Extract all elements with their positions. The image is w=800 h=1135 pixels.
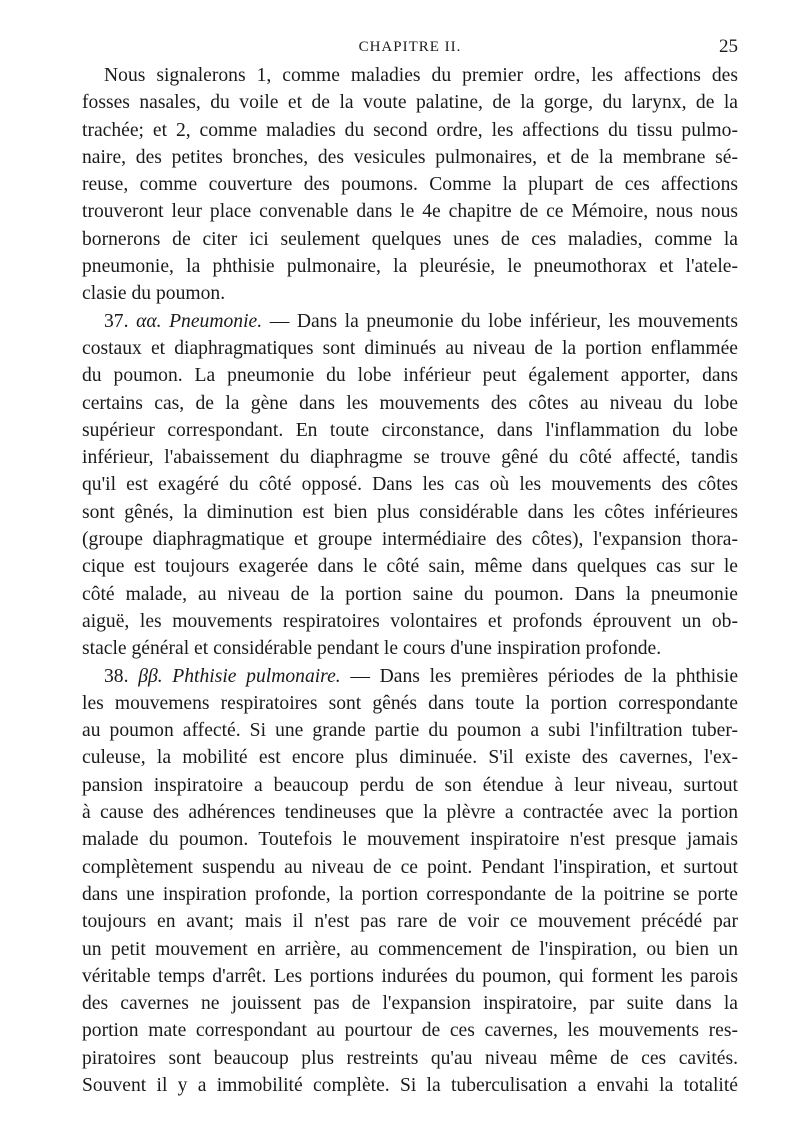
section-38-first-line	[82, 663, 738, 690]
text-line: au poumon affecté. Si une grande partie du poumon a subi l'infiltration tuber-	[82, 720, 738, 742]
text-line: Nous signalerons 1, comme maladies du premier ordre, les affections des	[104, 65, 738, 86]
text-line: Souvent il y a immobilité complète. Si la tuberculisation a envahi la totalité	[82, 1074, 738, 1096]
text-line: clasie du poumon.	[82, 283, 226, 305]
section-lead-text: — Dans la pneumonie du lobe inférieur, les mouvements	[269, 310, 738, 332]
text-line: qu'il est exagéré du côté opposé. Dans les cas où les mouvements des côtes	[82, 474, 738, 496]
text-line: culeuse, la mobilité est encore plus diminuée. S'il existe des cavernes, l'ex-	[82, 747, 738, 769]
page-number: 25	[719, 36, 738, 57]
text-line: cique est toujours exagerée dans le côté sain, même dans quelques cas sur le	[82, 556, 738, 578]
text-line: (groupe diaphragmatique et groupe intermédiaire des côtes), l'expansion thora-	[82, 529, 738, 551]
text-line: complètement suspendu au niveau de ce point. Pendant l'inspiration, et surtout	[82, 856, 738, 878]
text-line: piratoires sont beaucoup plus restreints qu'au niveau même de ces cavités.	[82, 1047, 738, 1069]
chapter-title: CHAPITRE II.	[358, 39, 462, 55]
text-line: toujours en avant; mais il n'est pas rare de voir ce mouvement précédé par	[82, 911, 738, 933]
text-line: fosses nasales, du voile et de la voute palatine, de la gorge, du larynx, de la	[82, 92, 738, 114]
text-line: véritable temps d'arrêt. Les portions indurées du poumon, qui forment les parois	[82, 965, 738, 987]
text-line: dans une inspiration profonde, la portion correspondante de la poitrine se porte	[82, 883, 738, 905]
section-heading: ββ. Phthisie pulmonaire.	[138, 665, 341, 687]
text-line: à cause des adhérences tendineuses que la plèvre a contractée avec la portion	[82, 802, 738, 824]
text-line: malade du poumon. Toutefois le mouvement inspiratoire n'est presque jamais	[82, 829, 738, 851]
text-line: des cavernes ne jouissent pas de l'expansion inspiratoire, par suite dans la	[82, 993, 738, 1015]
text-line: les mouvemens respiratoires sont gênés dans toute la portion correspondante	[82, 692, 738, 714]
text-line: portion mate correspondant au pourtour de ces cavernes, les mouvements res-	[82, 1020, 738, 1042]
text-line: trouveront leur place convenable dans le 4e chapitre de ce Mémoire, nous nous	[82, 201, 738, 223]
text-line: supérieur correspondant. En toute circonstance, dans l'inflammation du lobe	[82, 419, 738, 441]
section-lead-text: — Dans les premières périodes de la phthisie	[350, 665, 739, 687]
section-37-first-line	[82, 308, 738, 335]
text-line: stacle général et considérable pendant le cours d'une inspiration profonde.	[82, 638, 662, 660]
text-line: bornerons de citer ici seulement quelques unes de ces maladies, comme la	[82, 228, 738, 250]
text-line: du poumon. La pneumonie du lobe inférieur peut également apporter, dans	[82, 365, 738, 387]
text-line: reuse, comme couverture des poumons. Comme la plupart de ces affections	[82, 174, 738, 196]
text-line: costaux et diaphragmatiques sont diminués au niveau de la portion enflammée	[82, 337, 738, 359]
text-line: aiguë, les mouvements respiratoires volontaires et profonds éprouvent un ob-	[82, 610, 738, 632]
text-line: côté malade, au niveau de la portion saine du poumon. Dans la pneumonie	[82, 583, 738, 605]
text-line: trachée; et 2, comme maladies du second ordre, les affections du tissu pulmo-	[82, 119, 738, 141]
section-number: 37.	[104, 310, 129, 332]
section-heading: αα. Pneumonie.	[136, 310, 263, 332]
text-line: certains cas, de la gène dans les mouvements des côtes au niveau du lobe	[82, 392, 738, 414]
text-line: sont gênés, la diminution est bien plus considérable dans les côtes inférieures	[82, 501, 738, 523]
text-line: pansion inspiratoire a beaucoup perdu de son étendue à leur niveau, surtout	[82, 774, 738, 796]
running-head	[82, 34, 738, 58]
text-line: un petit mouvement en arrière, au commencement de l'inspiration, ou bien un	[82, 938, 738, 960]
text-line: naire, des petites bronches, des vesicules pulmonaires, et de la membrane sé-	[82, 146, 738, 168]
body-text	[82, 62, 738, 1099]
text-line: pneumonie, la phthisie pulmonaire, la pleurésie, le pneumothorax et l'atele-	[82, 256, 738, 278]
section-number: 38.	[104, 665, 129, 687]
text-line: inférieur, l'abaissement du diaphragme se trouve gêné du côté affecté, tandis	[82, 447, 738, 469]
